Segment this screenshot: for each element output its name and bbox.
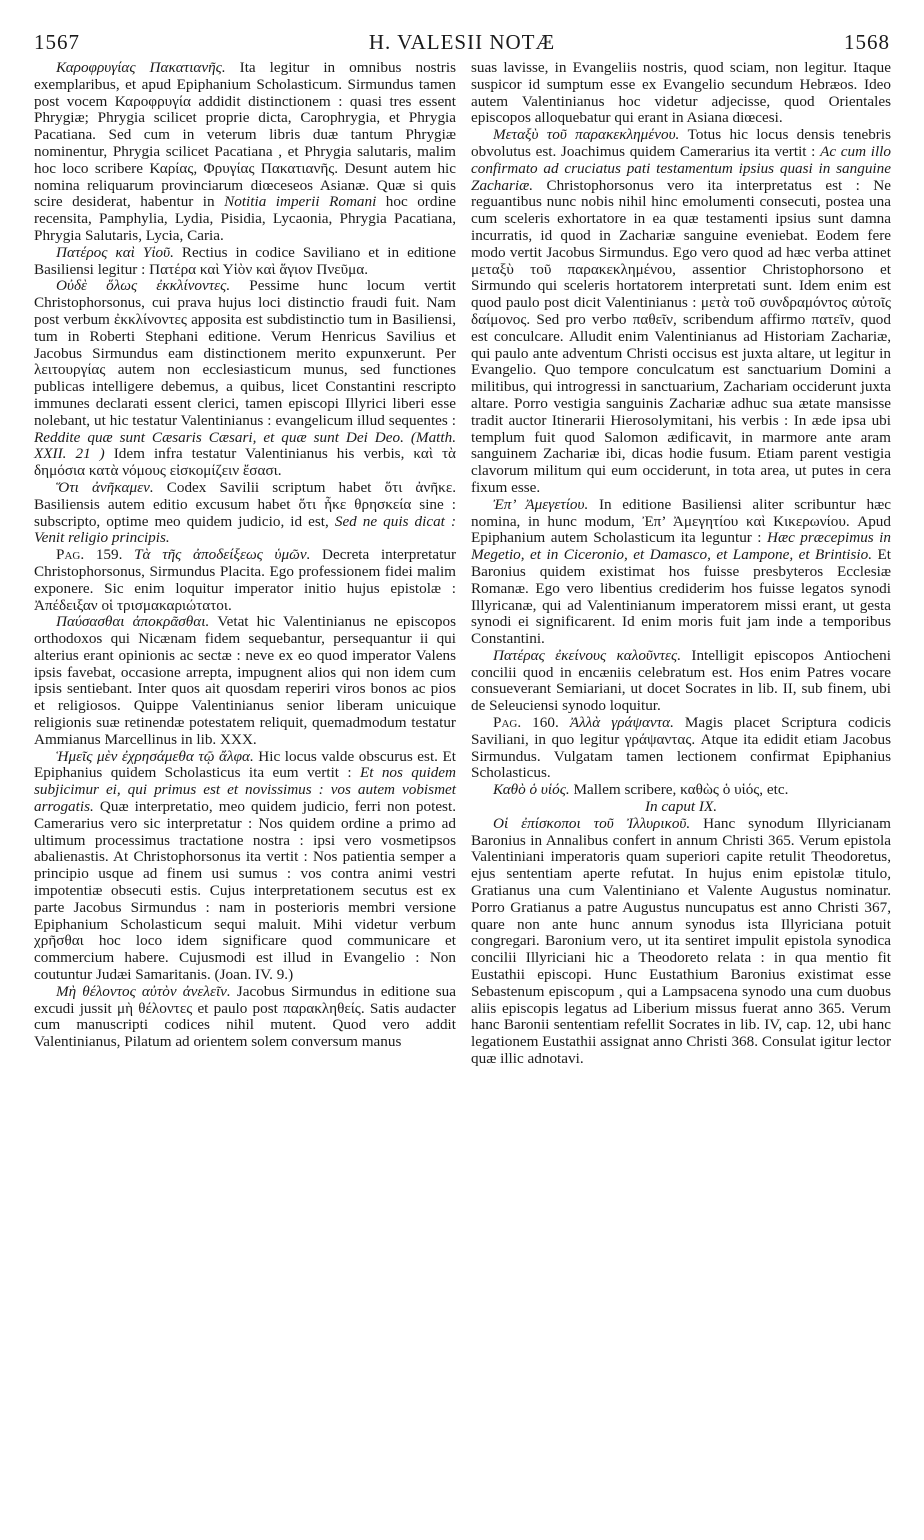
- note-text: Et Baronius quidem existimat hos fuisse presbyteros Ecclesiæ Romanæ. Ego vero libentius crediderim hos fuisse legatos synodi Illyricanæ, qui ad Valentinianum imperatorem missi erant, ut gesta synodi ei significarent. Id enim moris fuit jam inde a temporibus Constantini.: [471, 546, 891, 648]
- greek-lemma: Καθὸ ὁ υἱός.: [493, 781, 570, 799]
- note-paragraph: [471, 648, 891, 715]
- page-reference: Pag. 160.: [493, 714, 559, 732]
- note-text: hoc ordine recensita, Pamphylia, Lydia, Pisidia, Lycaonia, Phrygia Pacatiana, Phrygia Salutaris, Lycia, Caria.: [34, 193, 456, 244]
- note-paragraph: [471, 715, 891, 782]
- running-title: H. VALESII NOTÆ: [368, 30, 556, 54]
- note-text: Codex Savilii scriptum habet ὅτι ἀνῆκε. Basiliensis autem editio excusum habet ὅτι ἧκε θρησκεία sine : subscripto, optime meo quidem judicio, id est,: [34, 478, 456, 530]
- note-text: Idem infra testatur Valentinianus his verbis, καὶ τὰ δημόσια κατὰ νόμους εἰσκομίζειν ἔσασι.: [34, 445, 457, 480]
- note-paragraph: [471, 782, 891, 799]
- page-header: [34, 30, 890, 60]
- greek-lemma: Καροφρυγίας Πακατιανῆς.: [56, 59, 226, 76]
- note-text: Quæ interpretatio, meo quidem judicio, ferri non potest. Camerarius vero sic interpretatur : Nos quidem ordine a primo ad ultimum processimus tractatione nostra : ipsi vero vosmetipsos abalienastis. At Christophorsonus ita vertit : Nos patientia semper a principio usque ad finem usi sumus : vos contra animi vestri impotentiæ obsecuti estis. Cujus interpretationem secutus est ex parte Jacobus Sirmundus : nam in posterioris membri versione Epiphanium Scholasticum sequi maluit. Mihi videtur verbum χρῆσθαι hoc loco idem significare quod communicare et commercium habere. Cujusmodi est illud in Evangelio : Non coutuntur Judæi Samaritanis. (Joan. IV. 9.): [34, 798, 456, 984]
- left-column: [34, 60, 456, 1051]
- greek-lemma: Ἐπ’ Ἀμεγετίου.: [493, 495, 589, 513]
- note-paragraph: [34, 60, 456, 245]
- note-text: In editione Basiliensi aliter scribuntur hæc nomina, in hunc modum, Ἐπ’ Ἀμεγητίου καὶ Κικερωνίου. Apud Epiphanium autem Scholasticum ita leguntur :: [471, 495, 891, 547]
- latin-quotation: Et nos quidem subjicimur ei, qui primus est et novissimus : vos autem vobismet arrogatis.: [34, 764, 456, 816]
- latin-quotation: Reddite quæ sunt Cæsaris Cæsari, et quæ sunt Dei Deo. (Matth. XXII. 21 ): [34, 428, 456, 463]
- note-paragraph: [471, 60, 891, 127]
- note-text: Intelligit episcopos Antiocheni concilii quod in encæniis celebratum est. Hos enim Patres vocare consueverant Semiariani, ut docet Socrates in lib. II, sub finem, ubi de Seleuciensi synodo loquitur.: [471, 646, 891, 715]
- note-text: Decreta interpretatur Christophorsonus, Sirmundus Placita. Ego professionem fidei malim exponere. Sic enim loquitur imperator initio hujus epistolæ : Ἀπέδειξαν οἱ τρισμακαριώτατοι.: [34, 546, 457, 614]
- greek-lemma: Μὴ θέλοντος αὐτὸν ἀνελεῖν.: [56, 982, 231, 1000]
- note-text: Vetat hic Valentinianus ne episcopos orthodoxos qui Nicænam fidem sequebantur, persequantur ii qui alterius erant opinionis ac sectæ : neve ex eo quod imperator Valens ipsis favebat, occasione arrepta, impugnent alios qui non idem cum ipsis sentiebant. Inter quos ait quosdam reperiri viros bonos ac pios et religiosos. Quippe Valentinianus senior liberam unicuique religionis suæ retinendæ potestatem reliquit, quemadmodum testatur Ammianus Marcellinus in lib. XXX.: [34, 613, 456, 748]
- latin-quotation: Ac cum illo confirmato ad cruciatus pati testamentum ipsius quasi in sanguine Zachariæ.: [471, 142, 891, 194]
- greek-lemma: Πατέρας ἐκείνους καλοῦντες.: [493, 646, 682, 664]
- greek-lemma: Οὐδὲ ὅλως ἐκκλίνοντες.: [56, 277, 231, 295]
- note-paragraph: [34, 480, 456, 547]
- note-paragraph: [34, 984, 456, 1051]
- note-text: Hanc synodum Illyricianam Baronius in Annalibus confert in annum Christi 365. Verum epistola Valentiniani imperatoris quam superiori capite retulit Theodoretus, ejus sententiam aperte refutat. In hujus enim epistolæ titulo, Gratianus una cum Valentiniano et Valente Augustus nominatur. Porro Gratianus a patre Augustus nuncupatus est anno Christi 367, quare non ante hunc annum synodus ista Illyriciana potuit congregari. Baronium vero, ut ita sentiret impulit epistola synodica concilii Illyriciani hic a Theodoreto relata : in qua mentio fit Eustathii episcopi. Hunc Eustathium Baronius existimat esse Sebastenum episcopum , qui a Lampsacena synodo una cum duobus aliis episcopis legatus ad Liberium missus fuerat anno 365. Verum hanc Baronii sententiam refellit Socrates in lib. IV, cap. 12, ubi hanc legationem Eustathii assignat anno Christi 368. Consulat igitur lector quæ illic adnotavi.: [471, 814, 891, 1068]
- note-paragraph: [34, 614, 456, 748]
- note-text: Pessime hunc locum vertit Christophorsonus, cui prava hujus loci distinctio fraudi fuit. Nam post verbum ἐκκλίνοντες apposita est subdistinctio tum in Basiliensi, tum in Roberti Stephani editione. Verum Henricus Savilius et Jacobus Sirmundus eam distinctionem merito expunxerunt. Per λειτουργίας autem non ecclesiasticum munus, sed functiones publicas intelligere debemus, a quibus, licet Constantini rescripto immunes declarati essent clerici, tamen episcopi Illyrici liberi esse nolebant, ut hic testatur Valentinianus : evangelicum illud sequentes :: [34, 277, 456, 429]
- latin-quotation: Sed ne quis dicat : Venit religio principis.: [34, 512, 456, 547]
- latin-quotation: Notitia imperii Romani: [224, 193, 377, 211]
- greek-lemma: Ἡμεῖς μὲν ἐχρησάμεθα τῷ ἄλφα.: [56, 747, 254, 765]
- greek-lemma: Παύσασθαι ἀποκρᾶσθαι.: [56, 613, 210, 631]
- greek-lemma: Τὰ τῆς ἀποδείξεως ὑμῶν.: [122, 546, 311, 564]
- latin-quotation: Hæc præcepimus in Megetio, et in Ciceronio, et Damasco, et Lampone, et Brintisio.: [471, 529, 891, 564]
- note-text: Rectius in codice Saviliano et in editione Basiliensi legitur : Πατέρα καὶ Υἱὸν καὶ ἅγιον Πνεῦμα.: [34, 243, 456, 278]
- note-paragraph: [471, 816, 891, 1068]
- page-number-left: 1567: [34, 30, 80, 54]
- note-text: Jacobus Sirmundus in editione sua excudi jussit μὴ θέλοντες et paulo post παρακληθείς. Satis audacter cum manuscripti codices nihil mutent. Quod vero addit Valentinianus, Pilatum ad orientem solem conversum manus: [34, 982, 457, 1051]
- right-column: [471, 60, 891, 1068]
- note-paragraph: [34, 749, 456, 984]
- note-paragraph: [471, 127, 891, 497]
- note-paragraph: [34, 245, 456, 279]
- note-paragraph: [34, 547, 456, 614]
- note-text: Mallem scribere, καθὼς ὁ υἱός, etc.: [569, 781, 789, 799]
- page-reference: Pag. 159.: [56, 546, 123, 564]
- greek-lemma: Πατέρος καὶ Υἱοῦ.: [56, 243, 174, 261]
- page-number-right: 1568: [844, 30, 890, 54]
- note-paragraph: [34, 278, 456, 480]
- greek-lemma: Μεταξὺ τοῦ παρακεκλημένου.: [493, 126, 680, 144]
- note-text: Christophorsonus vero ita interpretatus est : Ne reguantibus nunc nobis nihil hinc emolumenti consecuti, postea una cum sceleris exhortatore in ea quæ testamenti ipsius sunt damna incurratis, id quod in Zachariæ sanguine eveniebat. Eodem fere modo vertit Jacobus Sirmundus. Ego vero quod ad hæc verba attinet μεταξὺ τοῦ παρακεκλημένου, assentior Christophorsono et Sirmundo qui sceleris hortatorem interpretati sunt. Idem enim est quod paulo post dicit Valentinianus : μετὰ τοῦ συνδραμόντος αὐτοῖς δαίμονος. Sed pro verbo παθεῖν, scribendum affirmo πατεῖν, quod est conculcare. Alludit enim Valentinianus ad Historiam Zachariæ, qui paulo ante adventum Christi occisus est juxta altare, ut legitur in Evangelio. Quo tempore conculcatum est sanctuarium Domini a militibus, qui introgressi in sanctuarium, Zachariam occiderunt juxta altare. Porro vestigia sanguinis Zachariæ adhuc sua ætate mansisse tradit auctor Itinerarii Hierosolymitani, his verbis : In æde ipsa ubi templum fuit quod Salomon ædificavit, in marmore ante aram sanguinem Zachariæ ibi, dicas hodie fusum. Etiam parent vestigia clavorum militum qui eum occiderunt, in tota area, ut putes in cera fixum esse.: [471, 176, 891, 496]
- note-text: Magis placet Scriptura codicis Saviliani, in quo legitur γράψαντας. Atque ita edidit etiam Jacobus Sirmundus. Vulgatam tamen lectionem confirmat Epiphanius Scholasticus.: [471, 714, 891, 782]
- note-text: Totus hic locus densis tenebris obvolutus est. Joachimus quidem Camerarius ita vertit :: [471, 126, 891, 160]
- note-paragraph: [471, 497, 891, 648]
- greek-lemma: Οἱ ἐπίσκοποι τοῦ Ἰλλυρικοῦ.: [493, 814, 691, 832]
- note-text: Hic locus valde obscurus est. Et Epiphanius quidem Scholasticus ita eum vertit :: [34, 747, 456, 782]
- note-text: suas lavisse, in Evangeliis nostris, quod sciam, non legitur. Itaque suspicor id sumptum esse ex Evangelio secundum Hebræos. Ideo autem Valentinianus hoc videtur adjecisse, quod Orientales episcopos alloquebatur qui erant in Asiana diœcesi.: [471, 59, 891, 127]
- note-text: Ita legitur in omnibus nostris exemplaribus, et apud Epiphanium Scholasticum. Sirmundus tamen post vocem Καροφρυγία addidit distinctionem : quasi tres essent Phrygiæ; Phrygia scilicet proprie dicta, Carophrygia, et Phrygia Pacatiana. Sed cum in veterum libris duæ tantum Phrygiæ nominentur, Phrygia scilicet Pacatiana , et Phrygia salutaris, malim hoc loco scribere Καρίας, Φρυγίας Πακατιανῆς. Desunt autem hic nomina reliquarum provinciarum diœceseos Asianæ. Quæ si quis scire desiderat, habentur in: [34, 59, 456, 211]
- chapter-heading: In caput IX.: [644, 798, 718, 816]
- greek-lemma: Ὅτι ἀνῆκαμεν.: [56, 478, 154, 496]
- greek-lemma: Ἀλλὰ γράψαντα.: [558, 714, 674, 732]
